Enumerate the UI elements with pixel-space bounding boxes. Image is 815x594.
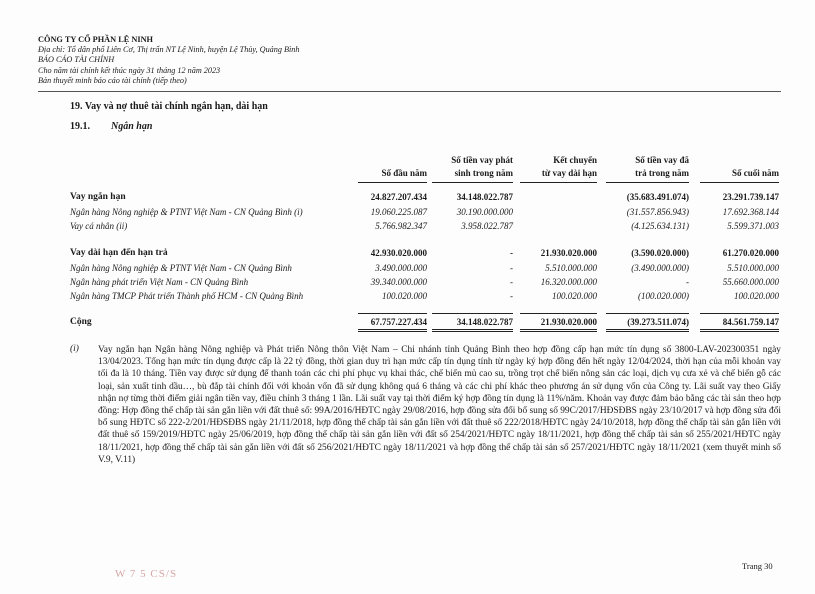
total-rule-bottom [358,331,427,332]
total-rule-bottom [606,331,689,332]
subsection-heading [70,121,152,132]
table-cell: 100.020.000 [382,291,427,301]
column-header-line: trả trong năm [635,168,689,178]
table-cell: 5.510.000.000 [727,263,779,273]
column-header-rule [520,182,597,183]
column-header-1 [381,167,427,180]
table-cell: 67.757.227.434 [370,317,427,327]
column-header-line: Số cuối năm [731,168,779,178]
table-cell: (100.020.000) [638,291,689,301]
total-rule-top [700,313,779,314]
report-period: Cho năm tài chính kết thúc ngày 31 tháng 12 năm 2023 [38,65,221,75]
table-cell: - [510,263,513,273]
table-cell: (35.683.491.074) [626,192,689,202]
column-header-rule [700,182,779,183]
column-header-2 [451,154,513,180]
stamp-mark: W 7 5 CS/S [115,568,178,580]
report-header [38,35,299,86]
total-rule-bottom [700,329,779,330]
table-cell: 5.510.000.000 [545,263,597,273]
table-cell: 19.060.225.087 [370,207,427,217]
table-cell: 21.930.020.000 [540,317,597,327]
table-cell: 100.020.000 [734,291,779,301]
total-rule-bottom [520,331,597,332]
table-cell: 30.190.000.000 [456,207,513,217]
table-cell: 16.320.000.000 [540,277,597,287]
table-cell: 21.930.020.000 [540,248,597,258]
page-number: Trang 30 [742,561,773,571]
row-label: Cộng [70,317,92,327]
total-rule-top [520,313,597,314]
row-label: Ngân hàng phát triển Việt Nam - CN Quảng Bình [70,277,249,287]
table-cell: 100.020.000 [552,291,597,301]
total-rule-top [432,313,513,314]
table-cell: 24.827.207.434 [370,192,427,202]
table-cell: 5.599.371.003 [727,221,779,231]
total-rule-bottom [432,329,513,330]
row-label: Vay cá nhân (ii) [70,221,128,231]
column-header-rule [606,182,689,183]
table-cell: - [510,248,513,258]
table-cell: - [686,277,689,287]
total-rule-bottom [606,329,689,330]
table-cell: 34.148.022.787 [456,317,513,327]
note-marker: (i) [70,344,79,354]
table-cell: 55.660.000.000 [722,277,779,287]
total-rule-bottom [358,329,427,330]
column-header-line: từ vay dài hạn [541,168,597,178]
table-cell: 84.561.759.147 [722,317,779,327]
column-header-line: sinh trong năm [454,168,513,178]
column-header-5 [732,167,779,180]
row-label: Vay dài hạn đến hạn trả [70,248,168,258]
table-cell: - [510,277,513,287]
row-label: Ngân hàng Nông nghiệp & PTNT Việt Nam - CN Quảng Bình [70,263,292,273]
row-label: Vay ngắn hạn [70,192,126,202]
table-cell: 34.148.022.787 [456,192,513,202]
header-divider [38,91,781,92]
column-header-rule [432,182,513,183]
company-address: Địa chỉ: Tổ dân phố Liên Cơ, Thị trấn NT Lệ Ninh, huyện Lệ Thủy, Quảng Bình [38,45,300,55]
section-title: 19. Vay và nợ thuê tài chính ngắn hạn, dài hạn [70,101,268,112]
subsection-number: 19.1. [70,121,90,132]
total-rule-top [606,313,689,314]
table-cell: 61.270.020.000 [722,248,779,258]
total-rule-bottom [700,331,779,332]
total-rule-bottom [432,331,513,332]
table-cell: (3.490.000.000) [631,263,689,273]
table-cell: - [510,291,513,301]
table-cell: 42.930.020.000 [370,248,427,258]
table-cell: (4.125.634.131) [631,221,689,231]
column-header-line: Số tiền vay phát [451,155,513,165]
column-header-line: Số tiền vay đã [635,155,689,165]
table-cell: 3.958.022.787 [461,221,513,231]
table-cell: 17.692.368.144 [722,207,779,217]
note-paragraph: Vay ngắn hạn Ngân hàng Nông nghiệp và Phát triển Nông thôn Việt Nam – Chi nhánh tỉnh Quảng Bình theo hợp đồng cấp hạn mức tín dụng số 3800-LAV-202300351 ngày 13/04/2023. Tổng hạn mức tín dụng được cấp là 22 tỷ đồng, thời gian duy trì hạn mức cấp tín dụng tính từ ngày ký hợp đồng đến hết ngày 12/04/2024, thời hạn của mỗi khoản vay tối đa là 10 tháng. Tiền vay được sử dụng để thanh toán các chi phí phục vụ khai thác, chế biến mủ cao su, trồng trọt chế biến nông sản các loại, dịch vụ cưa xẻ và chế biến gỗ các loại, sản xuất tinh dầu…, bù đắp tài chính đối với khoản vốn đã sử dụng không quá 6 tháng và các chi phí khác theo phương án sử dụng vốn của Công ty. Lãi suất vay theo Giấy nhận nợ từng thời điểm giải ngân tiền vay, điều chỉnh 3 tháng 1 lần. Lãi suất vay tại thời điểm ký hợp đồng tín dụng là 11%/năm. Khoản vay được đảm bảo bằng các tài sản theo hợp đồng: Hợp đồng thế chấp tài sản gắn liền với đất thuê số: 99A/2016/HĐTC ngày 29/08/2016, hợp đồng sửa đổi bổ sung số 99C/2017/HĐSĐBS ngày 23/10/2017 và hợp đồng sửa đổi bổ sung HĐTC số 222-2/201/HĐSĐBS ngày 21/11/2018, hợp đồng thế chấp tài sản gắn liền với đất thuê số 222/2018/HĐTC ngày 24/10/2018, hợp đồng thế chấp tài sản gắn liền với đất thuê số 159/2019/HĐTC ngày 25/06/2019, hợp đồng thế chấp tài sản gắn liền với đất số 254/2021/HĐTC ngày 18/11/2021, hợp đồng thế chấp tài sản số 255/2021/HĐTC ngày 18/11/2021, hợp đồng thế chấp tài sản gắn liền với đất số 256/2021/HĐTC ngày 18/11/2021 và hợp đồng thế chấp tài sản số 257/2021/HĐTC ngày 18/11/2021 (xem thuyết minh số V.9, V.11) [98,345,781,465]
column-header-line: Số đầu năm [381,168,427,178]
row-label: Ngân hàng Nông nghiệp & PTNT Việt Nam - CN Quảng Bình (i) [70,207,303,217]
column-header-4 [635,154,689,180]
total-rule-top [358,313,427,314]
row-label: Ngân hàng TMCP Phát triển Thành phố HCM - CN Quảng Bình [70,291,304,301]
table-cell: 39.340.000.000 [370,277,427,287]
table-cell: (3.590.020.000) [631,248,689,258]
column-header-line: Kết chuyển [553,155,597,165]
total-rule-bottom [520,329,597,330]
table-cell: (39.273.511.074) [627,317,689,327]
table-cell: 23.291.739.147 [722,192,779,202]
column-header-rule [358,182,427,183]
company-name: CÔNG TY CỔ PHẦN LỆ NINH [38,35,154,44]
subsection-title: Ngắn hạn [111,121,153,132]
table-cell: 3.490.000.000 [375,263,427,273]
table-cell: 5.766.982.347 [375,221,427,231]
column-header-3 [542,154,597,180]
report-title: BÁO CÁO TÀI CHÍNH [38,55,115,65]
table-cell: (31.557.856.943) [626,207,689,217]
report-notes-caption: Bản thuyết minh báo cáo tài chính (tiếp theo) [38,75,187,85]
